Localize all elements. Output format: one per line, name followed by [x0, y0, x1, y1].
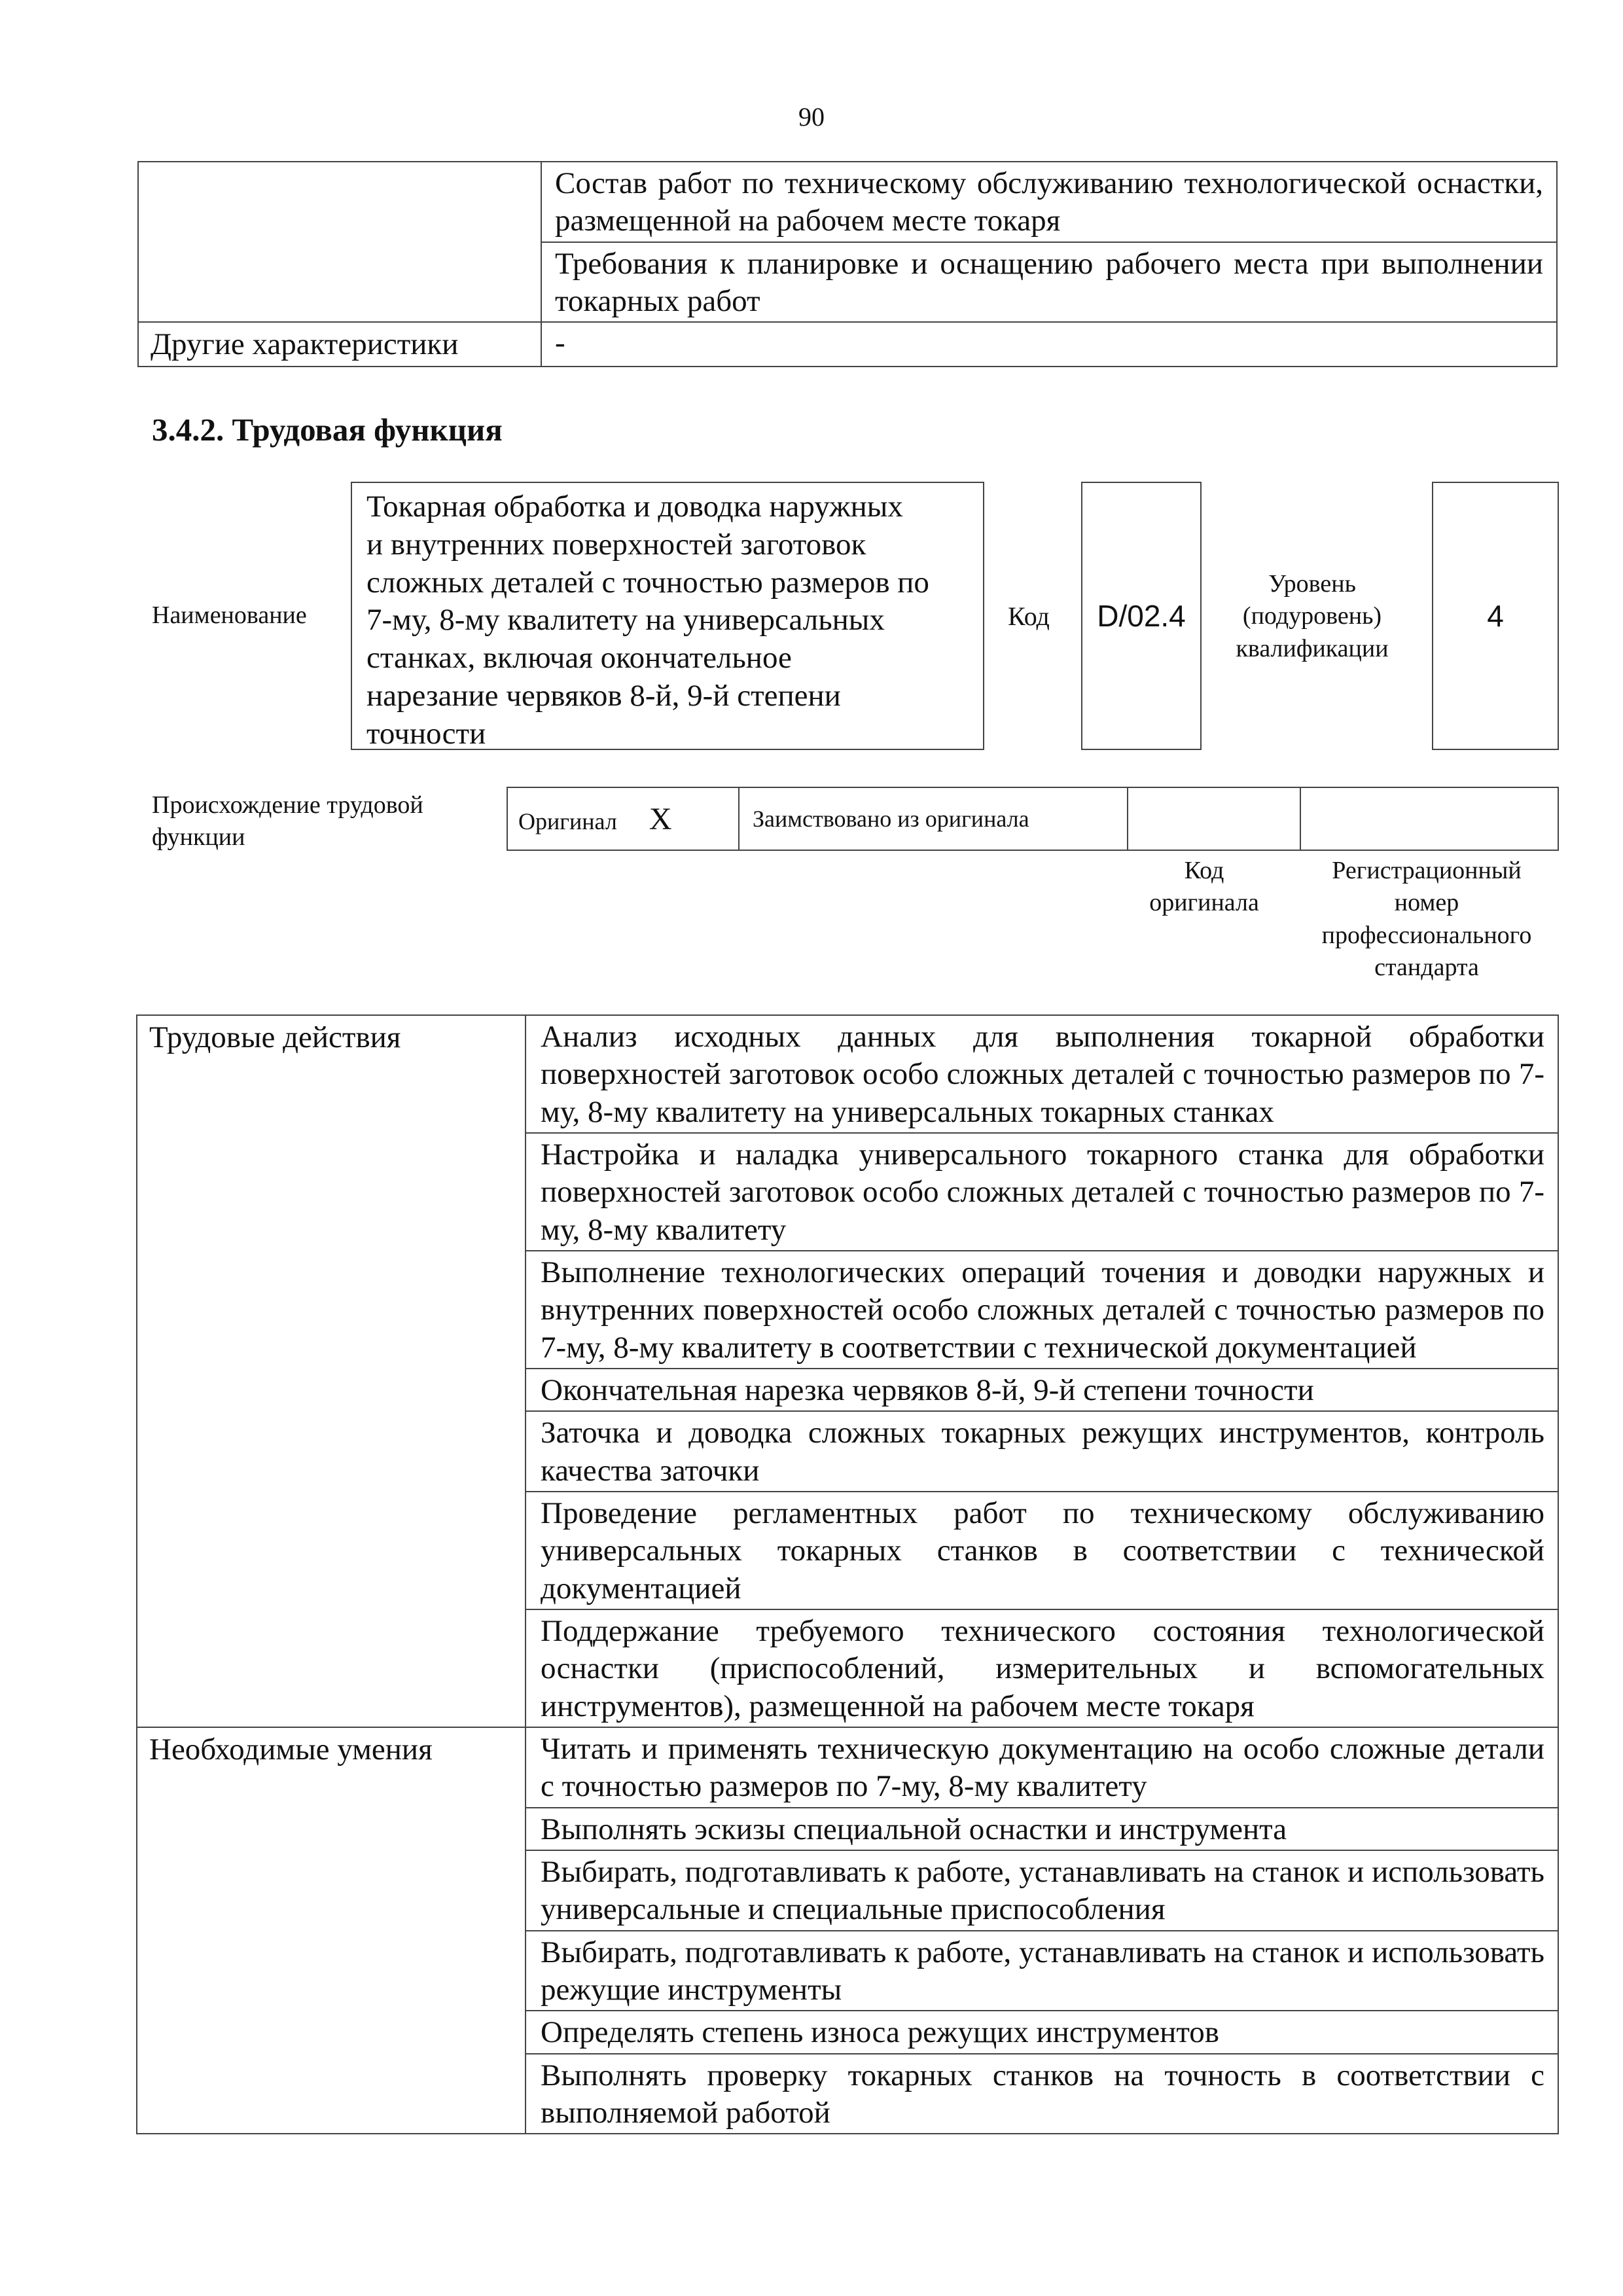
- original-cell: [507, 787, 739, 850]
- caption-line: Регистрационный: [1332, 857, 1522, 884]
- action-cell: Анализ исходных данных для выполнения токарной обработки поверхностей заготовок особо сложных деталей с точностью размеров по 7-му, 8-му квалитету на универсальных токарных станках: [526, 1015, 1558, 1133]
- qualification-level-label: [1217, 568, 1407, 665]
- skill-cell: Выполнять эскизы специальной оснастки и инструмента: [526, 1808, 1558, 1850]
- registration-number-cell: [1300, 787, 1558, 850]
- skill-cell: Определять степень износа режущих инструментов: [526, 2011, 1558, 2053]
- action-cell: Выполнение технологических операций точения и доводки наружных и внутренних поверхностей особо сложных деталей с точностью размеров по 7-му, 8-му квалитету в соответствии с технической документацией: [526, 1251, 1558, 1369]
- skill-cell: Выполнять проверку токарных станков на точность в соответствии с выполняемой работой: [526, 2054, 1558, 2134]
- function-name-line: Токарная обработка и доводка наружных: [366, 490, 903, 524]
- label-line: функции: [152, 823, 245, 851]
- caption-line: профессионального: [1321, 921, 1532, 949]
- other-characteristics-label: Другие характеристики: [138, 322, 541, 367]
- caption-line: оригинала: [1149, 889, 1259, 917]
- action-cell: Настройка и наладка универсального токарного станка для обработки поверхностей заготовок особо сложных деталей с точностью размеров по 7-му, 8-му квалитету: [526, 1133, 1558, 1251]
- labor-function-table: [136, 1014, 1559, 2134]
- table-row: [507, 787, 1558, 850]
- skill-cell: Выбирать, подготавливать к работе, устанавливать на станок и использовать универсальные и специальные приспособления: [526, 1850, 1558, 1931]
- page-number: 90: [798, 102, 825, 132]
- caption-line: стандарта: [1374, 954, 1479, 982]
- original-code-caption: [1113, 855, 1296, 920]
- skills-label: Необходимые умения: [137, 1727, 526, 2134]
- origin-label: [152, 789, 518, 853]
- function-name-box: [351, 482, 984, 750]
- action-cell: Проведение регламентных работ по техническому обслуживанию универсальных токарных станков в соответствии с технической документацией: [526, 1492, 1558, 1609]
- empty-label-cell: [138, 162, 541, 322]
- table-row: [138, 322, 1557, 367]
- label-line: Происхождение трудовой: [152, 791, 423, 819]
- action-cell: Окончательная нарезка червяков 8-й, 9-й степени точности: [526, 1369, 1558, 1411]
- action-cell: Заточка и доводка сложных токарных режущих инструментов, контроль качества заточки: [526, 1411, 1558, 1492]
- table-cell: Состав работ по техническому обслуживанию технологической оснастки, размещенной на рабочем месте токаря: [541, 162, 1557, 242]
- label-line: Уровень: [1268, 570, 1356, 598]
- section-title: 3.4.2. Трудовая функция: [152, 412, 503, 448]
- label-line: (подуровень): [1242, 602, 1382, 630]
- function-name-line: станках, включая окончательное: [366, 641, 792, 675]
- skill-cell: Читать и применять техническую документацию на особо сложные детали с точностью размеров по 7-му, 8-му квалитету: [526, 1727, 1558, 1808]
- code-label: Код: [1008, 601, 1050, 631]
- function-name-line: и внутренних поверхностей заготовок: [366, 527, 866, 562]
- skill-cell: Выбирать, подготавливать к работе, устанавливать на станок и использовать режущие инструменты: [526, 1931, 1558, 2011]
- qualification-level-box: [1432, 482, 1559, 750]
- function-code-box: [1081, 482, 1202, 750]
- name-label: Наименование: [152, 601, 307, 629]
- actions-label: Трудовые действия: [137, 1015, 526, 1727]
- label-line: квалификации: [1236, 634, 1389, 662]
- caption-line: номер: [1394, 889, 1459, 917]
- function-name-line: сложных деталей с точностью размеров по: [366, 565, 929, 600]
- registration-number-caption: [1296, 855, 1558, 984]
- original-code-cell: [1128, 787, 1300, 850]
- table-cell: Требования к планировке и оснащению рабочего места при выполнении токарных работ: [541, 242, 1557, 323]
- function-code: D/02.4: [1097, 599, 1186, 633]
- table-row: [138, 162, 1557, 242]
- function-name-line: нарезание червяков 8-й, 9-й степени: [366, 678, 841, 713]
- origin-table: [507, 787, 1559, 851]
- original-mark: X: [649, 801, 672, 836]
- caption-line: Код: [1184, 857, 1224, 884]
- previous-function-table: [137, 161, 1558, 367]
- table-row: [137, 1727, 1558, 1808]
- function-name-line: точности: [366, 716, 486, 751]
- other-characteristics-value: -: [541, 322, 1557, 367]
- original-label: Оригинал: [518, 808, 617, 834]
- qualification-level: 4: [1487, 599, 1504, 633]
- borrowed-label: Заимствовано из оригинала: [739, 787, 1128, 850]
- action-cell: Поддержание требуемого технического состояния технологической оснастки (приспособлений, измерительных и вспомогательных инструментов), размещенной на рабочем месте токаря: [526, 1609, 1558, 1727]
- function-name-line: 7-му, 8-му квалитету на универсальных: [366, 603, 885, 637]
- table-row: [137, 1015, 1558, 1133]
